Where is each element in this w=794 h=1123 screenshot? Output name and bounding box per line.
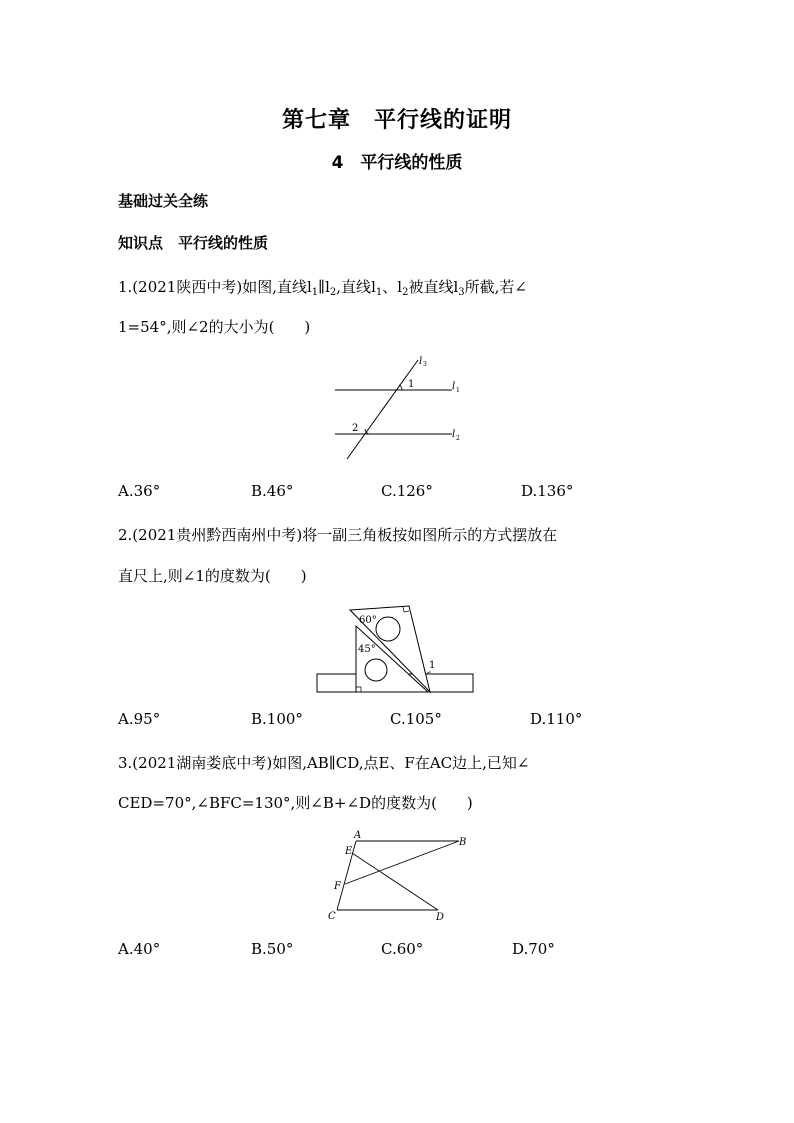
question-3-line-2: CED=70°,∠BFC=130°,则∠B+∠D的度数为( ) <box>118 794 473 812</box>
q1-option-a[interactable]: A.36° <box>118 482 161 500</box>
q1-option-c[interactable]: C.126° <box>381 482 433 500</box>
q1-text-c: 被直线 <box>408 278 454 296</box>
q1-text-a: 1.(2021陕西中考)如图,直线 <box>118 278 307 296</box>
label-angle-1: 1 <box>429 660 436 671</box>
label-point-e: E <box>345 846 353 857</box>
q3-option-a[interactable]: A.40° <box>118 940 161 958</box>
question-1-figure <box>330 352 470 462</box>
label-angle-2: 2 <box>352 423 359 434</box>
q1-l3: l <box>453 278 459 296</box>
question-1-line-1 <box>118 276 527 297</box>
label-60-deg: 60° <box>359 615 377 626</box>
q1-l2: l <box>325 278 330 296</box>
question-1-line-2: 1=54°,则∠2的大小为( ) <box>118 318 311 336</box>
label-point-f: F <box>334 881 341 892</box>
question-3-line-1: 3.(2021湖南娄底中考)如图,AB∥CD,点E、F在AC边上,已知∠ <box>118 754 530 772</box>
section-title: 4 平行线的性质 <box>331 153 463 173</box>
label-l2-sub: 2 <box>456 435 460 442</box>
label-point-b: B <box>459 837 467 848</box>
q1-parallel: ∥ <box>318 278 326 296</box>
q1-l2-sub: 2 <box>329 287 337 298</box>
label-l1: l <box>452 381 456 392</box>
label-point-a: A <box>354 830 362 841</box>
exercise-group-heading: 基础过关全练 <box>118 192 209 210</box>
q1-text-b: ,直线 <box>336 278 372 296</box>
label-l2: l <box>452 429 456 440</box>
label-45-deg: 45° <box>358 644 376 655</box>
question-2-figure <box>314 604 476 694</box>
q1-sep: 、 <box>382 278 398 296</box>
q2-option-d[interactable]: D.110° <box>530 710 583 728</box>
q2-option-a[interactable]: A.95° <box>118 710 161 728</box>
angle-1-arc <box>399 385 402 390</box>
label-angle-1: 1 <box>408 379 415 390</box>
q3-option-d[interactable]: D.70° <box>512 940 555 958</box>
q1-option-b[interactable]: B.46° <box>251 482 294 500</box>
q3-option-b[interactable]: B.50° <box>251 940 294 958</box>
q1-l3-sub: 3 <box>458 287 465 298</box>
chapter-title: 第七章 平行线的证明 <box>281 108 512 133</box>
label-point-c: C <box>328 911 336 922</box>
q1-l2b-sub: 2 <box>402 287 409 298</box>
q1-l2b: l <box>397 278 403 296</box>
line-l3 <box>347 360 418 459</box>
segment-fb <box>345 841 459 884</box>
q1-l1-sub: 1 <box>311 287 319 298</box>
question-2-line-2: 直尺上,则∠1的度数为( ) <box>118 567 307 585</box>
label-l3: l <box>419 356 423 367</box>
label-l1-sub: 1 <box>456 387 460 394</box>
segment-ed <box>352 853 438 910</box>
question-2-line-1: 2.(2021贵州黔西南州中考)将一副三角板按如图所示的方式摆放在 <box>118 526 558 544</box>
q1-l1b: l <box>371 278 376 296</box>
q3-option-c[interactable]: C.60° <box>381 940 424 958</box>
label-point-d: D <box>436 912 445 923</box>
question-3-figure <box>325 828 475 924</box>
q2-option-b[interactable]: B.100° <box>251 710 303 728</box>
q1-text-d: 所截,若∠ <box>464 278 527 296</box>
q2-option-c[interactable]: C.105° <box>390 710 442 728</box>
knowledge-point-heading: 知识点 平行线的性质 <box>118 234 269 252</box>
q1-l1: l <box>306 278 312 296</box>
q1-l1b-sub: 1 <box>375 287 383 298</box>
q1-option-d[interactable]: D.136° <box>521 482 574 500</box>
label-l3-sub: 3 <box>423 361 427 368</box>
